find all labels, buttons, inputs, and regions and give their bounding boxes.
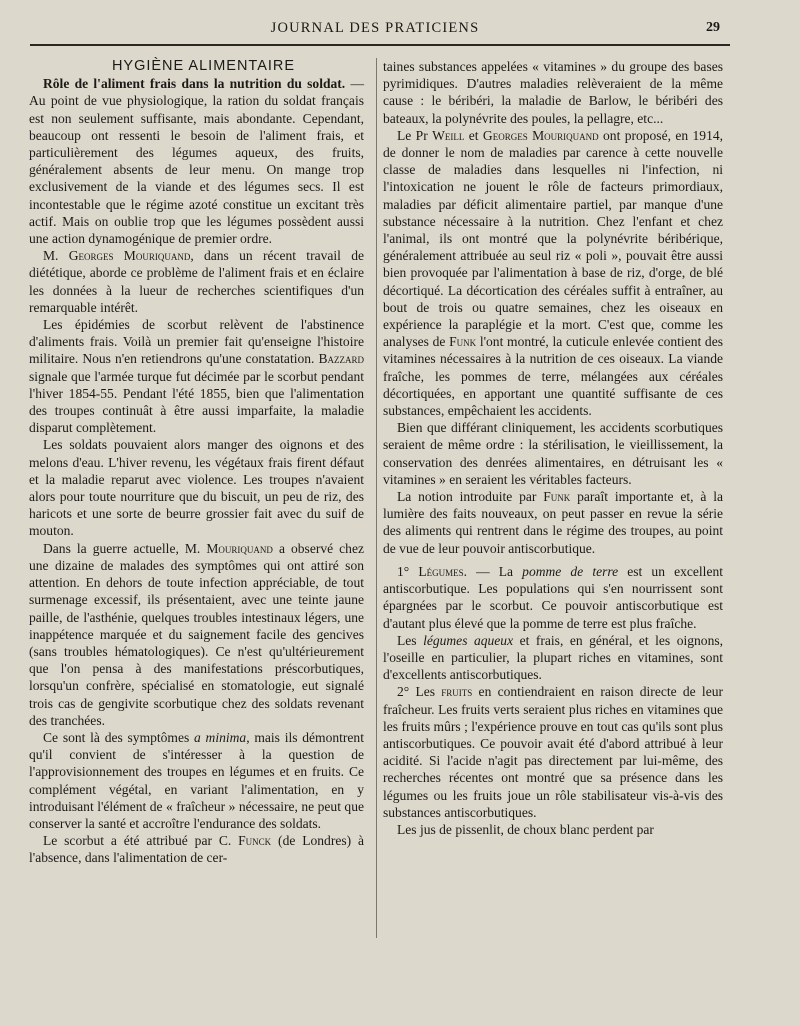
paragraph-legumes — [383, 563, 723, 632]
paragraph-current-war — [29, 540, 364, 729]
italic-term: pomme de terre — [522, 563, 619, 579]
paragraph-legumes-aqueux — [383, 632, 723, 684]
author-name: Funck — [238, 833, 272, 849]
paragraph-pissenlit: Les jus de pissenlit, de choux blanc perdent par — [397, 821, 654, 837]
paragraph-carence — [383, 127, 723, 419]
paragraph-funk-notion — [383, 488, 723, 557]
paragraph-symptoms — [29, 729, 364, 832]
paragraph-text: signale que l'armée turque fut décimée par le scorbut pendant l'hiver 1854-55. Pendant l'été 1855, bien que l'alimentation des troupes continuât à être aussi imparfaite, la maladie disparut complètement. — [29, 368, 364, 436]
paragraph-text: . — La — [463, 563, 523, 579]
paragraph-funck — [29, 832, 364, 866]
paragraph-mouriquand — [29, 247, 364, 316]
author-name: Mouriquand — [206, 540, 273, 556]
paragraph-soldiers: Les soldats pouvaient alors manger des oignons et des melons d'eau. L'hiver revenu, les végétaux frais firent défaut et la maladie reparut avec violence. Les troupes n'avaient alors pour toute nourriture que du biscuit, un peu de riz, des haricots et une sorte de beurre grossier fait avec du suif de mouton. — [29, 437, 364, 539]
author-name: Funk — [543, 489, 571, 505]
paragraph-text: 1° — [397, 563, 419, 579]
paragraph-text: M. — [43, 248, 69, 264]
paragraph-vitamines: taines substances appelées « vitamines » du groupe des bases pyrimidiques. D'autres maladies relèveraient de la même cause : le béribéri, la maladie de Barlow, le béribéri des bateaux, la polynévrite des poules, la pellagre, etc... — [383, 59, 723, 126]
paragraph-text: 2° Les — [397, 684, 442, 700]
paragraph-text: a observé chez une dizaine de malades des symptômes qui ont attiré son attention. En dehors de toute infection appréciable, de tout surmenage excessif, ils présentaient, avec une teinte jaune paille, de l'asthénie, quelques troubles intestinaux légers, une inappétence marquée et du saignement facile des gencives (sans troubles hématologiques). Ce n'est qu'ultérieurement que l'on pensa à des manifestations préscorbutiques, lorsqu'un confrère, spécialisé en stomatologie, eut signalé trois cas de gengivite scorbutique chez des soldats revenant des tranchées. — [29, 540, 364, 728]
italic-term: légumes aqueux — [423, 632, 514, 648]
paragraph-text: (de Londres) à l'absence, dans l'alimentation de cer- — [29, 833, 364, 866]
right-column — [383, 58, 723, 838]
author-name: Weill — [432, 127, 465, 143]
page-number: 29 — [706, 20, 720, 35]
author-name: Georges Mouriquand — [68, 248, 191, 264]
paragraph-scurvy-epidemics — [29, 316, 364, 436]
author-name: Georges Mouriquand — [482, 127, 599, 143]
paragraph-text: en contiendraient en raison directe de leur fraîcheur. Les fruits verts seraient plus riches en vitamines que les fruits mûrs ; l'expérience prouve en tout cas qu'ils sont plus antiscorbutiques. Ce pouvoir avait été d'abord attribué à leur acidité. Si l'acide n'agit pas directement par lui-même, des recherches récentes ont montré que sa présence dans les légumes ou les fruits joue un rôle stabilisateur vis-à-vis des substances antiscorbutiques. — [383, 684, 723, 820]
paragraph-text: Le Pr — [397, 127, 433, 143]
left-column — [29, 58, 364, 867]
paragraph-intro — [29, 75, 364, 247]
paragraph-text: Dans la guerre actuelle, M. — [43, 540, 207, 556]
paragraph-text: Les épidémies de scorbut relèvent de l'abstinence d'aliments frais. Voilà un premier fait qu'enseigne l'histoire militaire. Nous n'en retiendrons qu'une constatation. — [29, 317, 364, 367]
paragraph-text: La notion introduite par — [397, 489, 544, 505]
author-name: Funk — [449, 334, 477, 350]
paragraph-text: — Au point de vue physiologique, la ration du soldat français est non seulement suffisante, mais abondante. Cependant, beaucoup ont ressenti le besoin de l'aliment frais, et particulièrement des légumes aqueux, des fruits, généralement absents de leur menu. On mange trop exclusivement de la viande et des légumes secs. Il est incontestable que le régime azoté constitue un excitant très actif. Mais on oublie trop que les légumes possèdent aussi une action dynamogénique de premier ordre. — [29, 76, 364, 247]
running-head — [30, 20, 720, 38]
paragraph-text: paraît importante et, à la lumière des faits nouveaux, on peut passer en revue la série des aliments qui rentrent dans le régime des troupes, au point de vue de leur pouvoir antiscorbutique. — [383, 489, 723, 556]
paragraph-text: , dans un récent travail de diététique, aborde ce problème de l'aliment frais et en éclaire les données à la lueur de recherches scientifiques d'un remarquable intérêt. — [29, 248, 364, 315]
running-title: JOURNAL DES PRATICIENS — [270, 20, 480, 36]
paragraph-text: et frais, en général, et les oignons, l'oseille en particulier, la plupart riches en vitamines, sont d'excellents antiscorbutiques. — [383, 632, 723, 683]
paragraph-text: l'ont montré, la cuticule enlevée contient des vitamines nécessaires à la nutrition de ces oiseaux. La viande fraîche, les pommes de terre, mélangées aux céréales décortiquées, en apportant une quantité suffisante de ces substances, empêchaient les accidents. — [383, 334, 723, 419]
paragraph-text: et — [464, 127, 483, 143]
author-name: Bazzard — [318, 351, 364, 367]
paragraph-text: Les — [397, 632, 424, 648]
paragraph-text: Ce sont là des symptômes — [43, 729, 195, 745]
paragraph-text: , mais ils démontrent qu'il convient de s'intéresser à la question de l'approvisionnement des troupes en légumes et en fruits. Ce complément végétal, en variant l'alimentation, en y introduisant l'élément de « fraîcheur » nécessaire, ne peut que conserver la santé et accroître l'endurance des soldats. — [29, 729, 364, 831]
paragraph-text: est un excellent antiscorbutique. Les populations qui s'en nourrissent sont épargnées par le scorbut. Ce pouvoir antiscorbutique est d'autant plus élevé que la pomme de terre est plus fraîche. — [383, 563, 723, 631]
paragraph-text: Le scorbut a été attribué par C. — [43, 833, 239, 849]
italic-term: a minima — [194, 729, 247, 745]
header-rule — [30, 44, 730, 46]
paragraph-accidents: Bien que différant cliniquement, les accidents scorbutiques seraient de même ordre : la stérilisation, le vieillissement, la conservation des denrées alimentaires, en détruisant les « vitamines » en seraient les véritables facteurs. — [383, 420, 723, 487]
article-subtitle: Rôle de l'aliment frais dans la nutrition du soldat. — [43, 76, 346, 92]
paragraph-fruits — [383, 683, 723, 821]
column-rule — [376, 58, 377, 938]
paragraph-text: ont proposé, en 1914, de donner le nom de maladies par carence à cette nouvelle classe de maladies dans lesquelles ni l'infection, ni l'intoxication ne jouent le rôle de facteurs primordiaux, maladies par déficit alimentaire partiel, par manque d'une substance nécessaire à la nutrition. Chez l'enfant et chez l'animal, ils ont montré que la polynévrite béribérique, généralement attribuée au seul riz « poli », pouvait être aussi bien provoquée par l'alimentation à base de riz, d'orge, de blé décortiqué. La décortication des céréales suffit à entraîner, au bout de trois ou quatre semaines, chez les oiseaux en expérience la paraplégie et la mort. C'est que, comme les analyses de — [383, 127, 724, 350]
item-heading: fruits — [441, 684, 473, 700]
item-heading: Légumes — [418, 563, 464, 579]
section-title: HYGIÈNE ALIMENTAIRE — [111, 58, 296, 74]
